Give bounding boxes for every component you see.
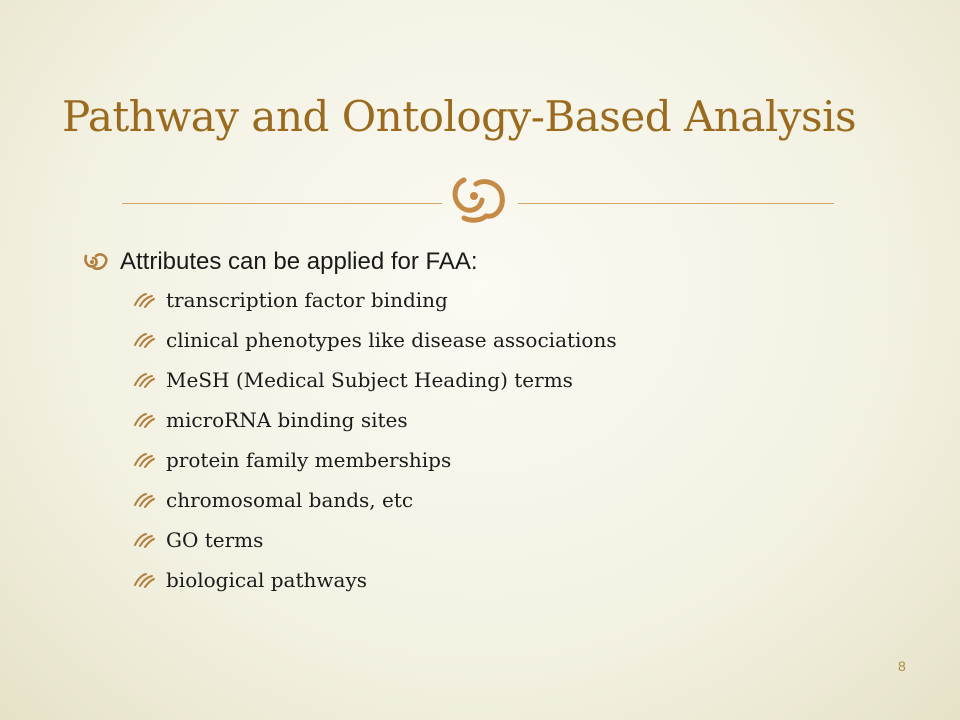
sub-bullet-icon bbox=[132, 290, 156, 310]
sub-bullet-icon bbox=[132, 370, 156, 390]
list-item-text: GO terms bbox=[166, 528, 264, 552]
list-item bbox=[132, 520, 902, 560]
sub-bullet-icon bbox=[132, 410, 156, 430]
list-item-text: microRNA binding sites bbox=[166, 408, 408, 432]
list-item bbox=[132, 400, 902, 440]
list-item bbox=[132, 320, 902, 360]
bullet-heading bbox=[82, 244, 902, 280]
ornate-bullet-icon bbox=[82, 250, 112, 274]
title-divider-right bbox=[518, 203, 834, 204]
list-item-text: biological pathways bbox=[166, 568, 368, 592]
bullet-list bbox=[82, 244, 902, 600]
list-item-text: transcription factor binding bbox=[166, 288, 448, 312]
bullet-heading-text: Attributes can be applied for FAA: bbox=[120, 248, 478, 275]
sub-bullet-icon bbox=[132, 330, 156, 350]
sub-bullet-icon bbox=[132, 450, 156, 470]
list-item bbox=[132, 440, 902, 480]
list-item-text: protein family memberships bbox=[166, 448, 452, 472]
list-item bbox=[132, 560, 902, 600]
list-item bbox=[132, 280, 902, 320]
list-item-text: chromosomal bands, etc bbox=[166, 488, 414, 512]
slide-number: 8 bbox=[898, 658, 906, 674]
fleuron-divider-icon bbox=[446, 166, 512, 230]
sub-bullet-icon bbox=[132, 530, 156, 550]
sub-bullet-icon bbox=[132, 490, 156, 510]
list-item bbox=[132, 480, 902, 520]
list-item bbox=[132, 360, 902, 400]
list-item-text: clinical phenotypes like disease associations bbox=[166, 328, 617, 352]
list-item-text: MeSH (Medical Subject Heading) terms bbox=[166, 368, 573, 392]
sub-bullet-icon bbox=[132, 570, 156, 590]
title-divider-left bbox=[122, 203, 442, 204]
slide-title: Pathway and Ontology-Based Analysis bbox=[62, 92, 857, 141]
